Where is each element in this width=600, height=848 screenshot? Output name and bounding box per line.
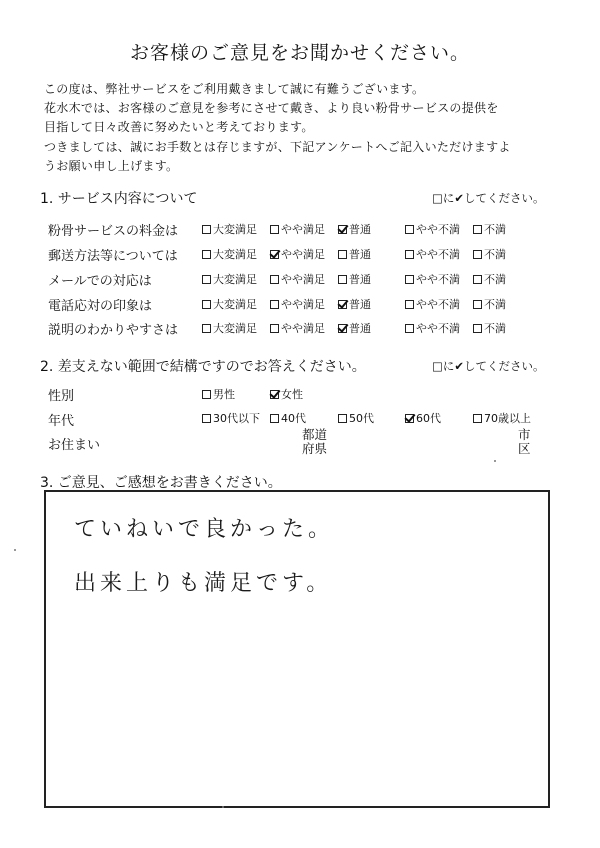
section2-heading: 2. 差支えない範囲で結構ですのでお答えください。 bbox=[40, 359, 366, 375]
rating-row-label: 粉骨サービスの料金は bbox=[48, 224, 179, 239]
rating-row-label: 電話応対の印象は bbox=[48, 299, 153, 314]
scan-speck bbox=[222, 806, 224, 808]
checkbox[interactable] bbox=[270, 275, 279, 284]
section3-heading: 3. ご意見、ご感想をお書きください。 bbox=[40, 475, 282, 491]
checkbox-checked[interactable] bbox=[270, 390, 279, 399]
checkbox[interactable] bbox=[473, 414, 482, 423]
checkbox-checked[interactable] bbox=[270, 250, 279, 259]
checkbox-checked[interactable] bbox=[405, 414, 414, 423]
address-city-top: 市 bbox=[518, 427, 531, 442]
rating-option[interactable]: 普通 bbox=[338, 296, 371, 312]
checkbox[interactable] bbox=[473, 324, 482, 333]
checkbox[interactable] bbox=[202, 324, 211, 333]
age-option-60s[interactable]: 60代 bbox=[405, 410, 441, 426]
rating-option[interactable]: 不満 bbox=[473, 246, 506, 262]
checkbox-checked[interactable] bbox=[338, 225, 347, 234]
comment-line-1: ていねいで良かった。 bbox=[74, 517, 335, 542]
checkbox[interactable] bbox=[202, 390, 211, 399]
checkbox[interactable] bbox=[405, 250, 414, 259]
age-label: 年代 bbox=[48, 414, 75, 429]
gender-label: 性別 bbox=[48, 389, 75, 404]
checkbox[interactable] bbox=[270, 324, 279, 333]
checkbox[interactable] bbox=[202, 414, 211, 423]
address-city-bottom: 区 bbox=[518, 441, 531, 456]
checkbox[interactable] bbox=[202, 250, 211, 259]
rating-option[interactable]: 不満 bbox=[473, 221, 506, 237]
checkbox[interactable] bbox=[405, 324, 414, 333]
rating-option[interactable]: やや不満 bbox=[405, 246, 460, 262]
address-pref-top: 都道 bbox=[302, 427, 328, 442]
checkbox-checked[interactable] bbox=[338, 300, 347, 309]
checkbox[interactable] bbox=[338, 275, 347, 284]
age-option-50s[interactable]: 50代 bbox=[338, 410, 374, 426]
comment-line-2: 出来上りも満足です。 bbox=[74, 571, 333, 596]
checkbox[interactable] bbox=[405, 275, 414, 284]
rating-option[interactable]: 大変満足 bbox=[202, 320, 257, 336]
rating-option[interactable]: やや不満 bbox=[405, 221, 460, 237]
address-label: お住まい bbox=[48, 438, 101, 453]
intro-line-3: 目指して日々改善に努めたいと考えております。 bbox=[44, 120, 314, 134]
intro-line-4: つきましては、誠にお手数とは存じますが、下記アンケートへご記入いただけますよ bbox=[44, 140, 511, 154]
rating-option[interactable]: 普通 bbox=[338, 221, 371, 237]
rating-option[interactable]: やや満足 bbox=[270, 221, 325, 237]
checkbox[interactable] bbox=[270, 414, 279, 423]
checkbox[interactable] bbox=[473, 250, 482, 259]
gender-option-female[interactable]: 女性 bbox=[270, 386, 303, 402]
checkbox[interactable] bbox=[473, 225, 482, 234]
rating-option[interactable]: やや満足 bbox=[270, 320, 325, 336]
rating-option[interactable]: やや不満 bbox=[405, 320, 460, 336]
checkbox[interactable] bbox=[202, 275, 211, 284]
rating-option[interactable]: 普通 bbox=[338, 271, 371, 287]
section2-note: □に✔してください。 bbox=[432, 359, 545, 373]
checkbox[interactable] bbox=[405, 300, 414, 309]
checkbox[interactable] bbox=[405, 225, 414, 234]
rating-option[interactable]: 不満 bbox=[473, 320, 506, 336]
rating-option[interactable]: やや満足 bbox=[270, 296, 325, 312]
rating-option[interactable]: やや満足 bbox=[270, 246, 325, 262]
checkbox[interactable] bbox=[338, 414, 347, 423]
rating-option[interactable]: 普通 bbox=[338, 246, 371, 262]
checkbox[interactable] bbox=[473, 275, 482, 284]
age-option-30s-or-less[interactable]: 30代以下 bbox=[202, 410, 260, 426]
checkbox-checked[interactable] bbox=[338, 324, 347, 333]
rating-row-label: メールでの対応は bbox=[48, 274, 152, 289]
rating-option[interactable]: やや満足 bbox=[270, 271, 325, 287]
intro-line-5: うお願い申し上げます。 bbox=[44, 159, 179, 173]
checkbox[interactable] bbox=[473, 300, 482, 309]
section1-note: □に✔してください。 bbox=[432, 191, 545, 205]
address-pref-bottom: 府県 bbox=[302, 441, 328, 456]
rating-row-label: 説明のわかりやすさは bbox=[48, 323, 179, 338]
age-option-40s[interactable]: 40代 bbox=[270, 410, 306, 426]
rating-option[interactable]: 不満 bbox=[473, 296, 506, 312]
checkbox[interactable] bbox=[270, 300, 279, 309]
page-title: お客様のご意見をお聞かせください。 bbox=[129, 42, 470, 64]
intro-line-2: 花水木では、お客様のご意見を参考にさせて戴き、より良い粉骨サービスの提供を bbox=[44, 101, 499, 115]
checkbox[interactable] bbox=[270, 225, 279, 234]
rating-option[interactable]: 大変満足 bbox=[202, 221, 257, 237]
scan-speck bbox=[494, 460, 496, 462]
rating-option[interactable]: やや不満 bbox=[405, 271, 460, 287]
section1-heading: 1. サービス内容について bbox=[40, 191, 198, 207]
rating-row-label: 郵送方法等については bbox=[48, 249, 178, 264]
rating-option[interactable]: やや不満 bbox=[405, 296, 460, 312]
rating-option[interactable]: 大変満足 bbox=[202, 271, 257, 287]
scan-speck bbox=[14, 549, 16, 551]
rating-option[interactable]: 普通 bbox=[338, 320, 371, 336]
checkbox[interactable] bbox=[202, 300, 211, 309]
checkbox[interactable] bbox=[338, 250, 347, 259]
checkbox[interactable] bbox=[202, 225, 211, 234]
rating-option[interactable]: 不満 bbox=[473, 271, 506, 287]
rating-option[interactable]: 大変満足 bbox=[202, 296, 257, 312]
age-option-70-plus[interactable]: 70歳以上 bbox=[473, 410, 531, 426]
rating-option[interactable]: 大変満足 bbox=[202, 246, 257, 262]
intro-line-1: この度は、弊社サービスをご利用戴きまして誠に有難うございます。 bbox=[44, 82, 425, 96]
gender-option-male[interactable]: 男性 bbox=[202, 386, 235, 402]
